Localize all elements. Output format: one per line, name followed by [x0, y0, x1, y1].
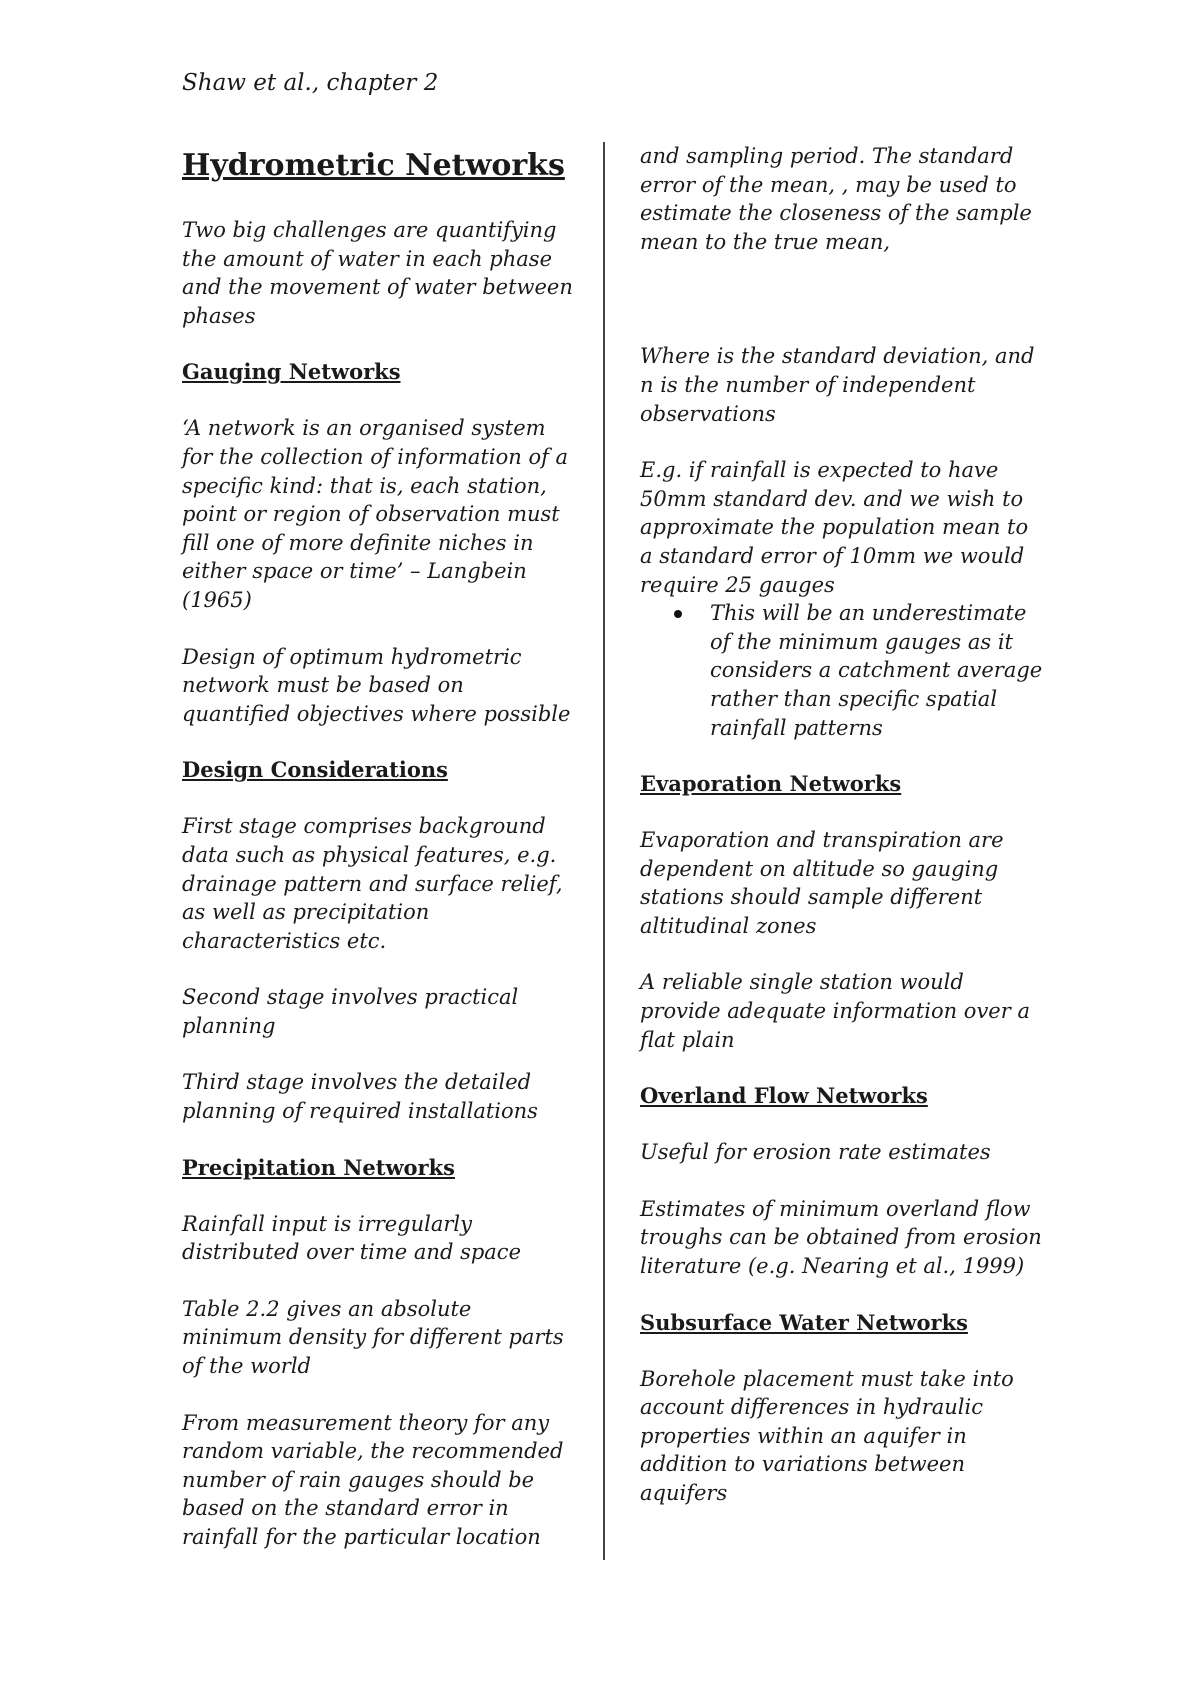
bullet-list [640, 599, 1045, 742]
heading-evaporation-networks: Evaporation Networks [640, 771, 902, 797]
heading-design-considerations: Design Considerations [182, 757, 448, 783]
erosion-paragraph: Useful for erosion rate estimates [640, 1140, 991, 1165]
langbein-quote: ‘A network is an organised system for the collection of information of a specific kind: that is, each station, point or region of observation must fill one of more definite niches in either space or time’ – Langbein (1965) [182, 416, 569, 612]
page-header: Shaw et al., chapter 2 [182, 70, 439, 96]
first-stage-paragraph: First stage comprises background data such as physical features, e.g. drainage pattern and surface relief, as well as precipitation characteristics etc. [182, 814, 563, 953]
where-paragraph: Where is the standard deviation, and n is the number of independent observations [640, 344, 1035, 426]
heading-subsurface-water-networks: Subsurface Water Networks [640, 1309, 968, 1335]
evaporation-paragraph: Evaporation and transpiration are dependent on altitude so gauging stations should sample different altitudinal zones [640, 828, 1004, 938]
measurement-theory-paragraph: From measurement theory for any random variable, the recommended number of rain gauges should be based on the standard error in rainfall for the particular location [182, 1410, 564, 1549]
heading-precipitation-networks: Precipitation Networks [182, 1154, 455, 1180]
list-item [710, 599, 1045, 742]
design-paragraph: Design of optimum hydrometric network must be based on quantified objectives where possible [182, 644, 571, 726]
table-reference-paragraph: Table 2.2 gives an absolute minimum density for different parts of the world [182, 1296, 564, 1379]
single-station-paragraph: A reliable single station would provide adequate information over a flat plain [640, 970, 1030, 1052]
borehole-paragraph: Borehole placement must take into account differences in hydraulic properties within an aquifer in addition to variations between aquifers [640, 1366, 1014, 1505]
column-divider [603, 142, 605, 1560]
left-column [182, 142, 577, 1580]
example-paragraph: E.g. if rainfall is expected to have 50mm standard dev. and we wish to approximate the population mean to a standard error of 10mm we would require 25 gauges [640, 458, 1029, 597]
heading-overland-flow-networks: Overland Flow Networks [640, 1083, 928, 1109]
intro-paragraph: Two big challenges are quantifying the amount of water in each phase and the movement of water between phases [182, 218, 573, 328]
second-stage-paragraph: Second stage involves practical planning [182, 985, 519, 1038]
document-title: Hydrometric Networks [182, 148, 565, 183]
right-column [640, 142, 1045, 1536]
formula-placeholder [640, 284, 1045, 342]
heading-gauging-networks: Gauging Networks [182, 359, 401, 385]
third-stage-paragraph: Third stage involves the detailed planning of required installations [182, 1070, 538, 1124]
bullet-icon [674, 610, 682, 618]
standard-error-paragraph: and sampling period. The standard error of the mean, , may be used to estimate the closeness of the sample mean to the true mean, [640, 144, 1032, 254]
troughs-paragraph: Estimates of minimum overland flow troughs can be obtained from erosion literature (e.g. Nearing et al., 1999) [640, 1196, 1042, 1279]
bullet-text: This will be an underestimate of the minimum gauges as it considers a catchment average rather than specific spatial rainfall patterns [710, 601, 1043, 740]
rainfall-paragraph: Rainfall input is irregularly distributed over time and space [182, 1211, 521, 1265]
